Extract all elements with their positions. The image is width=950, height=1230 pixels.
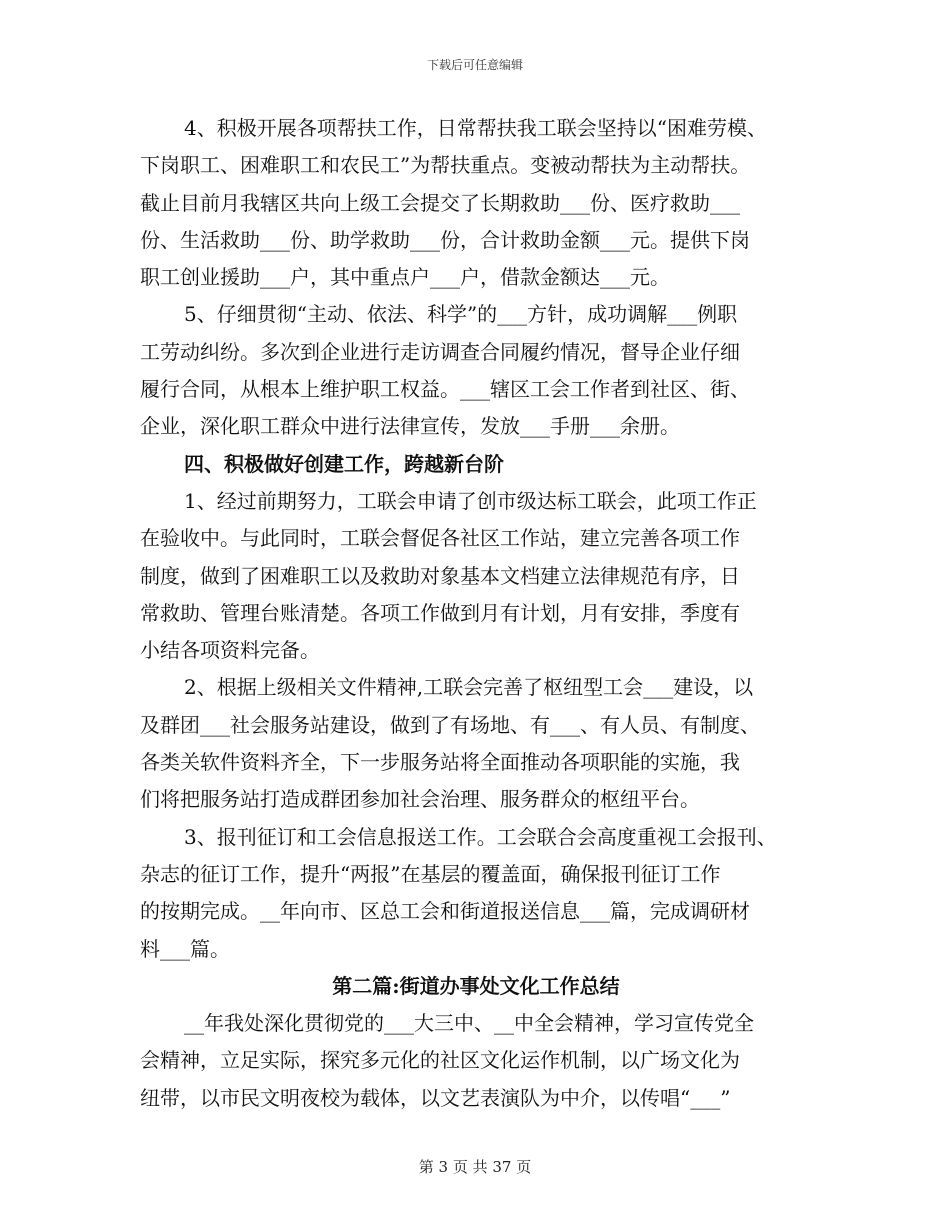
body-text-line: 企业，深化职工群众中进行法律宣传，发放___手册___余册。 <box>140 414 680 439</box>
page-header-note: 下载后可任意编辑 <box>426 58 523 72</box>
body-text-line: 常救助、管理台账清楚。各项工作做到月有计划，月有安排，季度有 <box>140 600 740 625</box>
body-text-line: 各类关软件资料齐全，下一步服务站将全面推动各项职能的实施，我 <box>140 750 740 775</box>
body-text-line: 3、报刊征订和工会信息报送工作。工会联合会高度重视工会报刊、 <box>184 824 777 849</box>
body-text-line: 在验收中。与此同时，工联会督促各社区工作站，建立完善各项工作 <box>140 526 740 551</box>
section-heading: 第二篇:街道办事处文化工作总结 <box>332 973 620 998</box>
body-text-line: 制度，做到了困难职工以及救助对象基本文档建立法律规范有序，日 <box>140 563 740 588</box>
body-text-line: 2、根据上级相关文件精神,工联会完善了枢纽型工会___建设，以 <box>184 675 754 700</box>
body-text-line: 履行合同，从根本上维护职工权益。___辖区工会工作者到社区、街、 <box>140 377 750 402</box>
body-text-line: 职工创业援助___户，其中重点户___户，借款金额达___元。 <box>140 265 670 290</box>
page-footer-number: 第 3 页 共 37 页 <box>418 1158 532 1176</box>
body-text-line: __年我处深化贯彻党的___大三中、__中全会精神，学习宣传党全 <box>184 1011 754 1036</box>
body-text-line: 4、积极开展各项帮扶工作，日常帮扶我工联会坚持以“困难劳模、 <box>184 116 767 140</box>
section-heading: 四、积极做好创建工作，跨越新台阶 <box>184 451 504 476</box>
body-text-line: 及群团___社会服务站建设，做到了有场地、有___、有人员、有制度、 <box>140 712 760 737</box>
body-text-line: 下岗职工、困难职工和农民工”为帮扶重点。变被动帮扶为主动帮扶。 <box>140 153 751 178</box>
body-text-line: 小结各项资料完备。 <box>140 638 320 663</box>
body-text-line: 们将把服务站打造成群团参加社会治理、服务群众的枢纽平台。 <box>140 787 700 812</box>
body-text-line: 5、仔细贯彻“主动、依法、科学”的___方针，成功调解___例职 <box>184 302 738 327</box>
body-text-line: 截止目前月我辖区共向上级工会提交了长期救助___份、医疗救助___ <box>140 190 740 215</box>
body-text-line: 会精神，立足实际，探究多元化的社区文化运作机制，以广场文化为 <box>140 1048 740 1073</box>
body-text-line: 份、生活救助___份、助学救助___份，合计救助金额___元。提供下岗 <box>140 227 750 252</box>
document-body <box>140 110 812 1117</box>
body-text-line: 杂志的征订工作，提升“两报”在基层的覆盖面，确保报刊征订工作 <box>140 861 721 886</box>
body-text-line: 工劳动纠纷。多次到企业进行走访调查合同履约情况，督导企业仔细 <box>140 339 740 364</box>
body-text-line: 的按期完成。__年向市、区总工会和街道报送信息___篇，完成调研材 <box>140 899 750 924</box>
body-text-line: 料___篇。 <box>140 936 230 961</box>
body-text-line: 纽带，以市民文明夜校为载体，以文艺表演队为中介，以传唱“___” <box>140 1085 731 1110</box>
body-text-line: 1、经过前期努力，工联会申请了创市级达标工联会，此项工作正 <box>184 488 757 513</box>
